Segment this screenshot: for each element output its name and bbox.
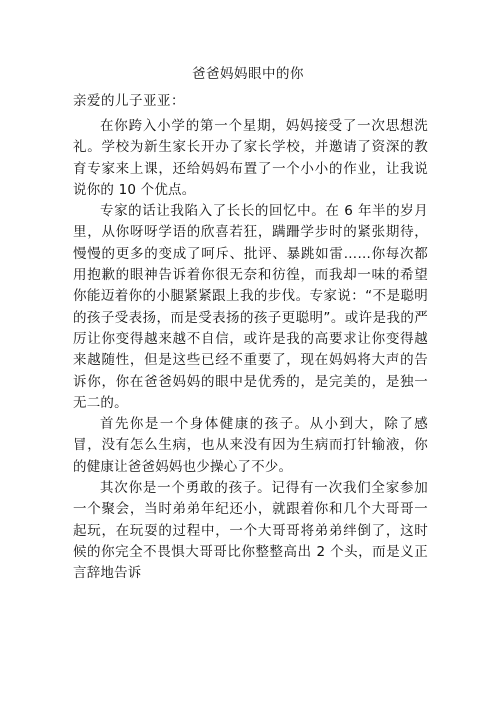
salutation: 亲爱的儿子亚亚： bbox=[73, 93, 185, 109]
paragraph: 其次你是一个勇敢的孩子。记得有一次我们全家参加一个聚会，当时弟弟年纪还小，就跟着你和几个大哥哥一起玩，在玩耍的过程中，一个大哥哥将弟弟绊倒了，这时候的你完全不畏惧大哥哥比你整整高出 2 个头，而是义正言辞地告诉 bbox=[73, 480, 428, 582]
paragraph: 专家的话让我陷入了长长的回忆中。在 6 年半的岁月里，从你呀呀学语的欣喜若狂，蹒跚学步时的紧张期待，慢慢的更多的变成了呵斥、批评、暴跳如雷……你每次都用抱歉的眼神告诉着你很无奈和彷徨，而我却一味的希望你能迈着你的小腿紧紧跟上我的步伐。专家说：“不是聪明的孩子受表扬，而是受表扬的孩子更聪明”。或许是我的严厉让你变得越来越不自信，或许是我的高要求让你变得越来越随性，但是这些已经不重要了，现在妈妈将大声的告诉你，你在爸爸妈妈的眼中是优秀的，是完美的，是独一无二的。 bbox=[73, 203, 428, 411]
paragraph: 首先你是一个身体健康的孩子。从小到大，除了感冒，没有怎么生病，也从来没有因为生病而打针输液，你的健康让爸爸妈妈也少操心了不少。 bbox=[73, 416, 428, 475]
paragraph: 在你跨入小学的第一个星期，妈妈接受了一次思想洗礼。学校为新生家长开办了家长学校，并邀请了资深的教育专家来上课，还给妈妈布置了一个小小的作业，让我说说你的 10 个优点。 bbox=[73, 118, 428, 198]
document-title: 爸爸妈妈眼中的你 bbox=[192, 66, 304, 82]
letter-body bbox=[73, 116, 428, 585]
